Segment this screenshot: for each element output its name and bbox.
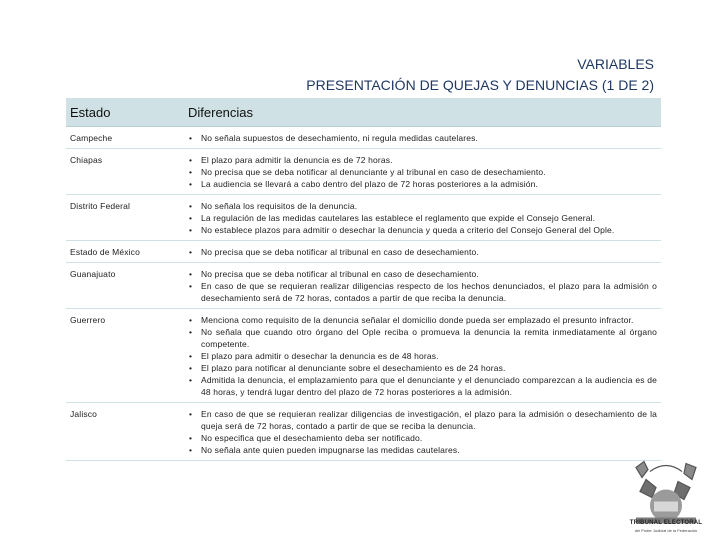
logo-caption: TRIBUNAL ELECTORAL bbox=[629, 520, 703, 526]
list-item: • En caso de que se requieran realizar diligencias respecto de los hechos denunciados, el plazo para la admisión o desechamiento será de 72 horas, contados a partir de que reciba la denuncia. bbox=[188, 280, 657, 304]
list-item: • En caso de que se requieran realizar diligencias de investigación, el plazo para la admisión o desechamiento de la queja será de 72 horas, contado a partir de que se reciba la denuncia. bbox=[188, 408, 657, 432]
table-row bbox=[66, 149, 661, 195]
differences-list bbox=[188, 200, 657, 236]
table-row bbox=[66, 195, 661, 241]
table-row bbox=[66, 127, 661, 149]
title-line-2: PRESENTACIÓN DE QUEJAS Y DENUNCIAS (1 DE 2) bbox=[306, 77, 654, 93]
table-row bbox=[66, 403, 661, 461]
differences-list bbox=[188, 314, 657, 398]
list-item: • La audiencia se llevará a cabo dentro del plazo de 72 horas posteriores a la admisión. bbox=[188, 178, 657, 190]
differences-list bbox=[188, 408, 657, 456]
list-item: • La regulación de las medidas cautelares las establece el reglamento que expide el Consejo General. bbox=[188, 212, 657, 224]
diferencias-cell bbox=[184, 241, 661, 263]
estado-cell: Distrito Federal bbox=[66, 195, 184, 241]
diferencias-cell bbox=[184, 149, 661, 195]
slide-title bbox=[306, 54, 654, 96]
estado-cell: Guerrero bbox=[66, 309, 184, 403]
logo-subcaption: del Poder Judicial de la Federación bbox=[634, 528, 698, 533]
list-item: • No precisa que se deba notificar al denunciante y al tribunal en caso de desechamiento. bbox=[188, 166, 657, 178]
table-row bbox=[66, 241, 661, 263]
estado-cell: Guanajuato bbox=[66, 263, 184, 309]
differences-table bbox=[66, 98, 661, 461]
list-item: • No señala supuestos de desechamiento, ni regula medidas cautelares. bbox=[188, 132, 657, 144]
diferencias-cell bbox=[184, 263, 661, 309]
differences-list bbox=[188, 154, 657, 190]
list-item: • No señala que cuando otro órgano del Ople reciba o promueva la denuncia la remita inmediatamente al órgano competente. bbox=[188, 326, 657, 350]
list-item: • No señala ante quien pueden impugnarse las medidas cautelares. bbox=[188, 444, 657, 456]
title-line-1: VARIABLES bbox=[577, 56, 654, 72]
list-item: • El plazo para admitir la denuncia es de 72 horas. bbox=[188, 154, 657, 166]
table-header-row bbox=[66, 98, 661, 127]
list-item: • El plazo para admitir o desechar la denuncia es de 48 horas. bbox=[188, 350, 657, 362]
table-row bbox=[66, 309, 661, 403]
estado-cell: Campeche bbox=[66, 127, 184, 149]
list-item: • No establece plazos para admitir o desechar la denuncia y queda a criterio del Consejo General del Ople. bbox=[188, 224, 657, 236]
list-item: • No precisa que se deba notificar al tribunal en caso de desechamiento. bbox=[188, 268, 657, 280]
list-item: • No señala los requisitos de la denuncia. bbox=[188, 200, 657, 212]
differences-list bbox=[188, 132, 657, 144]
estado-cell: Jalisco bbox=[66, 403, 184, 461]
differences-list bbox=[188, 268, 657, 304]
list-item: • El plazo para notificar al denunciante sobre el desechamiento es de 24 horas. bbox=[188, 362, 657, 374]
estado-cell: Chiapas bbox=[66, 149, 184, 195]
list-item: • No especifica que el desechamiento deba ser notificado. bbox=[188, 432, 657, 444]
diferencias-cell bbox=[184, 309, 661, 403]
column-header-diferencias: Diferencias bbox=[184, 98, 661, 127]
diferencias-cell bbox=[184, 127, 661, 149]
list-item: • No precisa que se deba notificar al tribunal en caso de desechamiento. bbox=[188, 246, 657, 258]
table-body bbox=[66, 127, 661, 461]
diferencias-cell bbox=[184, 403, 661, 461]
table-row bbox=[66, 263, 661, 309]
column-header-estado: Estado bbox=[66, 98, 184, 127]
list-item: • Menciona como requisito de la denuncia señalar el domicilio donde pueda ser emplazado el presunto infractor. bbox=[188, 314, 657, 326]
list-item: • Admitida la denuncia, el emplazamiento para que el denunciante y el denunciado comparezcan a la audiencia es de 48 horas, y tendrá lugar dentro del plazo de 72 horas posteriores a la admisión. bbox=[188, 374, 657, 398]
estado-cell: Estado de México bbox=[66, 241, 184, 263]
diferencias-cell bbox=[184, 195, 661, 241]
differences-list bbox=[188, 246, 657, 258]
